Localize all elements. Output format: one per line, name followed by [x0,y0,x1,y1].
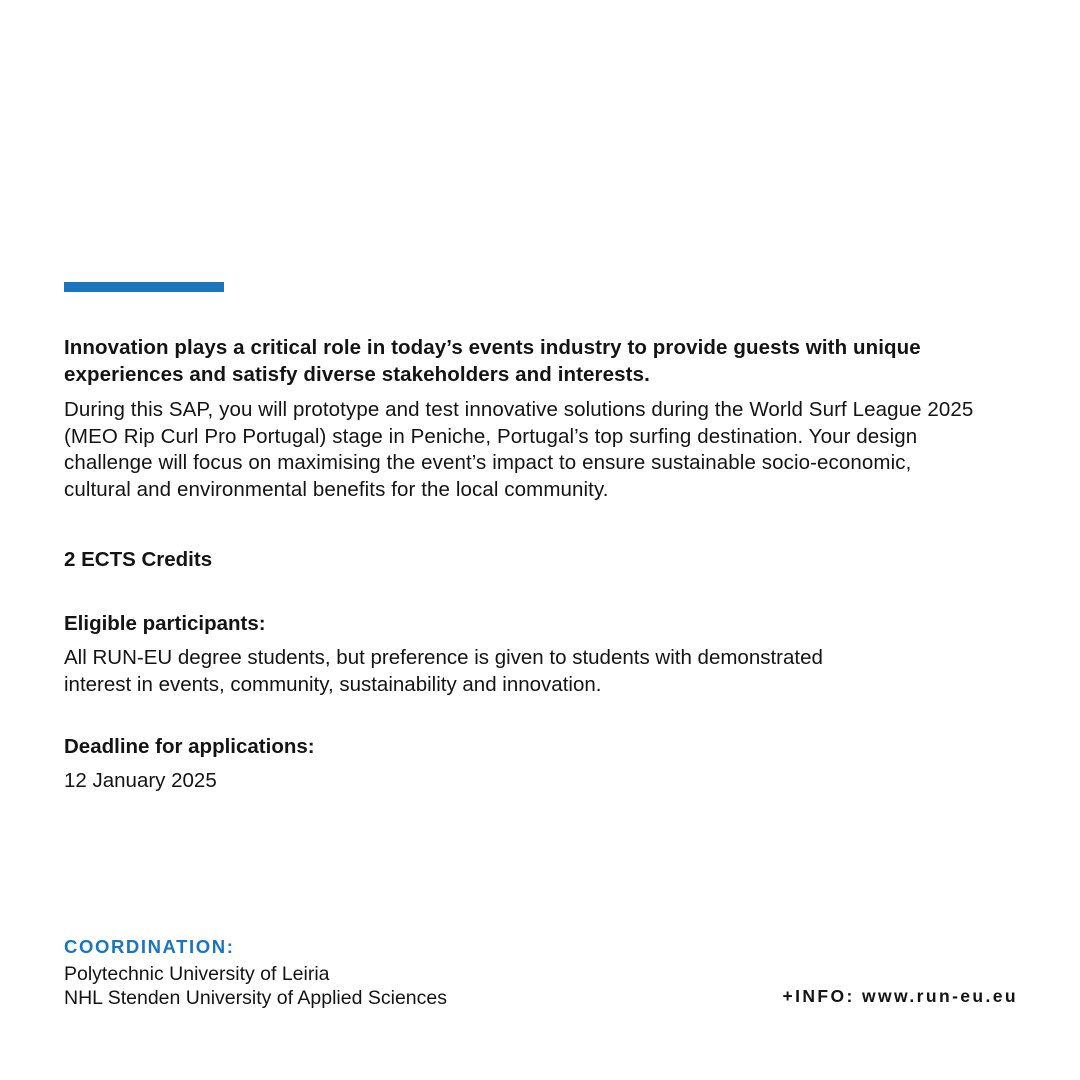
eligibility-line: interest in events, community, sustainability and innovation. [64,672,602,696]
intro-line: experiences and satisfy diverse stakeholders and interests. [64,363,650,386]
deadline-date: 12 January 2025 [64,769,217,792]
programme-description [64,397,973,503]
intro-line: Innovation plays a critical role in today’s events industry to provide guests with unique [64,336,921,359]
ects-credits: 2 ECTS Credits [64,548,213,571]
eligibility-line: All RUN-EU degree students, but preference is given to students with demonstrated [64,646,823,669]
eligible-participants-heading: Eligible participants: [64,612,266,635]
description-line: cultural and environmental benefits for the local community. [64,477,609,501]
intro-statement [64,334,921,388]
coordination-heading: COORDINATION: [64,936,235,957]
accent-bar [64,282,224,292]
description-line: challenge will focus on maximising the event’s impact to ensure sustainable socio-economic, [64,451,912,475]
info-url: +INFO: www.run-eu.eu [782,986,1018,1006]
coordination-institution: NHL Stenden University of Applied Sciences [64,987,447,1009]
coordination-institution: Polytechnic University of Leiria [64,963,330,985]
description-line: (MEO Rip Curl Pro Portugal) stage in Peniche, Portugal’s top surfing destination. Your design [64,424,918,448]
description-line: During this SAP, you will prototype and test innovative solutions during the World Surf League 2025 [64,398,974,421]
eligible-participants-text [64,645,823,698]
deadline-heading: Deadline for applications: [64,735,315,758]
coordination-institutions [64,962,447,1010]
